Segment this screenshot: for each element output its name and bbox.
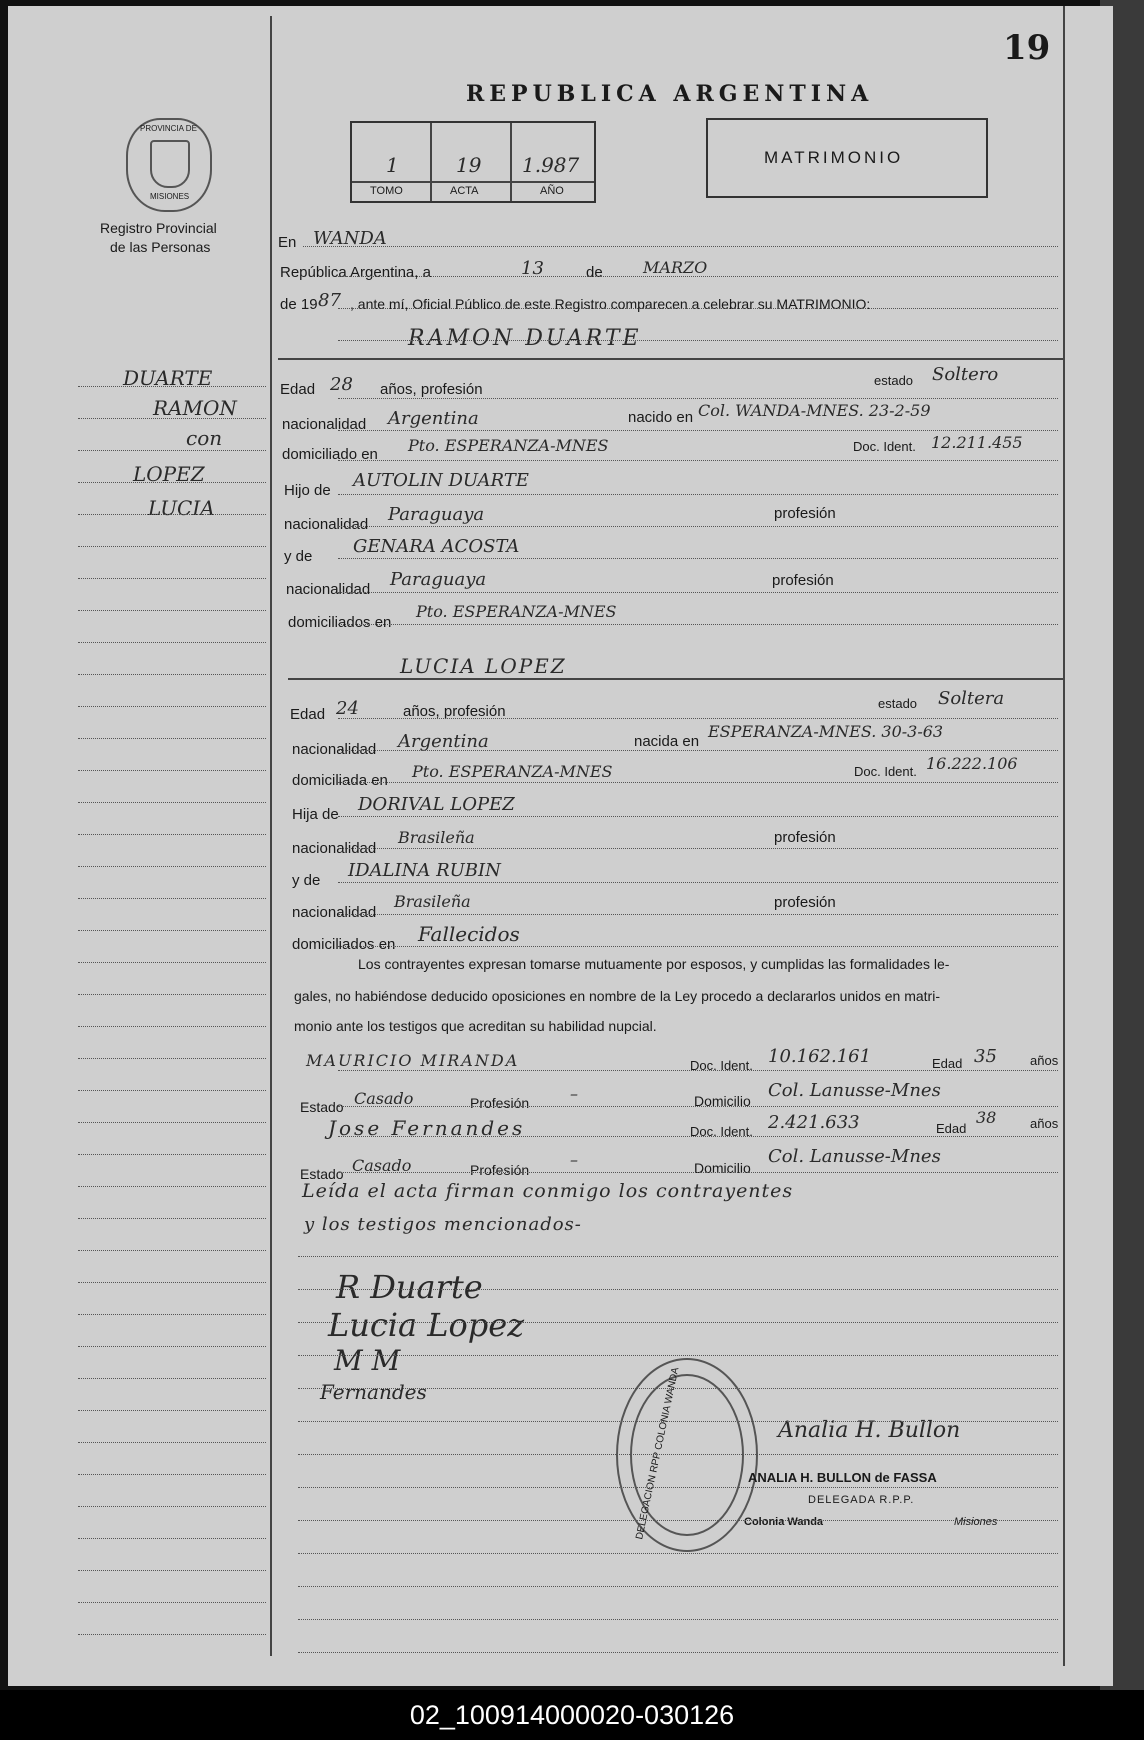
margin-rule <box>78 866 266 867</box>
page-number: 19 <box>1003 28 1051 68</box>
margin-rule <box>78 514 266 515</box>
witness2-doc: 2.421.633 <box>768 1112 860 1133</box>
margin-rule <box>78 386 266 387</box>
month: MARZO <box>643 258 708 277</box>
body-rule <box>298 1256 1058 1257</box>
country-title: REPUBLICA ARGENTINA <box>466 81 874 107</box>
en-label: En <box>278 234 297 251</box>
witness1-age: 35 <box>974 1046 997 1067</box>
closing-line-1: Leída el acta firman conmigo los contrayentes <box>302 1180 794 1202</box>
form-rule <box>338 750 1058 751</box>
form-rule <box>338 816 1058 817</box>
margin-rule <box>78 1538 266 1539</box>
margin-bride-surname: LOPEZ <box>133 462 205 486</box>
margin-rule <box>78 1346 266 1347</box>
form-rule <box>338 718 1058 719</box>
record-type-box <box>706 118 988 198</box>
bride-name: LUCIA LOPEZ <box>400 654 567 678</box>
tomo-value: 1 <box>386 153 399 177</box>
official-signature: Analia H. Bullon <box>778 1418 961 1443</box>
form-rule <box>338 276 1058 277</box>
groom-parents-address: Pto. ESPERANZA-MNES <box>416 602 617 621</box>
form-rule <box>338 398 1058 399</box>
bride-mother: IDALINA RUBIN <box>348 860 501 881</box>
groom-mother: GENARA ACOSTA <box>353 536 520 557</box>
margin-rule <box>78 642 266 643</box>
bride-doc: 16.222.106 <box>926 754 1018 773</box>
margin-rule <box>78 450 266 451</box>
body-rule <box>298 1289 1058 1290</box>
bride-father-nat: Brasileña <box>398 828 475 847</box>
bride-estado: Soltera <box>938 688 1005 709</box>
margin-rule <box>78 1282 266 1283</box>
bride-mother-nat: Brasileña <box>394 892 471 911</box>
margin-rule <box>78 1378 266 1379</box>
form-rule <box>338 558 1058 559</box>
margin-rule <box>78 994 266 995</box>
form-rule <box>338 624 1058 625</box>
margin-rule <box>78 1474 266 1475</box>
de-label: de <box>586 264 603 281</box>
acta-label: ACTA <box>450 185 479 197</box>
form-rule <box>338 1136 1058 1137</box>
tomo-label: TOMO <box>370 185 403 197</box>
margin-rule <box>78 738 266 739</box>
witness1-doc: 10.162.161 <box>768 1046 872 1067</box>
form-rule <box>338 882 1058 883</box>
margin-rule <box>78 482 266 483</box>
margin-rule <box>78 1186 266 1187</box>
margin-rule <box>78 770 266 771</box>
margin-rule <box>78 418 266 419</box>
margin-rule <box>78 1570 266 1571</box>
seal-text: DELEGACION RPP COLONIA WANDA <box>634 1366 682 1541</box>
form-rule <box>338 308 1058 309</box>
witness2-age: 38 <box>976 1108 997 1127</box>
closing-line-2: y los testigos mencionados- <box>304 1214 582 1235</box>
ano-label: AÑO <box>540 185 564 197</box>
year-prefix: de 19 <box>280 296 318 313</box>
form-rule <box>338 340 1058 341</box>
margin-rule <box>78 962 266 963</box>
groom-mother-nat: Paraguaya <box>390 569 487 590</box>
margin-rule <box>78 610 266 611</box>
register-page: 19 PROVINCIA DE MISIONES Registro Provincial de las Personas REPUBLICA ARGENTINA 1 19 1.987 TOMO ACTA AÑO MATRIMONIO DUARTE RAMON con LOPEZ LUCIA En WANDA República Argentina, a 13 de MARZO de 19 87 , ante mí, Oficial Público de este Registro comparecen a celebrar su MATRIMONIO: RAMON DUARTE Edad 28 años, profesión estado Soltero nacionalidad Argentina nacido en Col. WANDA-MNES. 23-2-59 domiciliado en Pto. ESPERANZA-MNES Doc. Ident. 12.211.455 Hijo de AUTOLIN DUARTE nacionalidad Paraguaya profesión y de GENARA ACOSTA nacionalidad Paraguaya profesión domiciliados en Pto. ESPERANZA-MNES LUCIA LOPEZ Edad 24 años, profesión estado Soltera nacionalidad Argentina nacida en ESPERANZA-MNES. 30-3-63 domiciliada en Pto. ESPERANZA-MNES Doc. Ident. 16.222.106 Hija de DORIVAL LOPEZ nacionalidad Brasileña profesión y de IDALINA RUBIN nacionalidad Brasileña profesión domiciliados en Fallecidos Los contrayentes expresan tomarse mutuamente por esposos, y cumplidas las formalidades le- gales, no habiéndose deducido oposiciones en nombre de la Ley procedo a declararlos unidos en matri- monio ante los testigos que acreditan su habilidad nupcial. MAURICIO MIRANDA Doc. Ident. 10.162.161 Edad 35 años Estado Casado Profesión – Domicilio Col. Lanusse-Mnes Jose Fernandes Doc. Ident. 2.421.633 Edad 38 años Estado Casado Profesión – Domicilio Col. Lanusse-Mnes Leída el acta firman conmigo los contrayentes y los testigos mencionados- R Duarte Lucia Lopez M M Fernandes DELEGACION RPP COLONIA WANDA Analia H. Bullon ANALIA H. BULLON de FASSA DELEGADA R.P.P. Colonia Wanda Misiones <box>8 6 1113 1686</box>
form-rule <box>338 526 1058 527</box>
form-rule <box>338 430 1058 431</box>
margin-rule <box>78 1634 266 1635</box>
margin-rule <box>78 1026 266 1027</box>
declaration-1: Los contrayentes expresan tomarse mutuamente por esposos, y cumplidas las formalidades le- <box>358 956 950 972</box>
bride-nationality: Argentina <box>398 731 489 752</box>
body-rule <box>298 1355 1058 1356</box>
bride-parents-address: Fallecidos <box>418 922 520 946</box>
groom-birthplace: Col. WANDA-MNES. 23-2-59 <box>698 401 931 420</box>
right-border <box>1063 6 1065 1666</box>
groom-father-nat: Paraguaya <box>388 504 485 525</box>
official-province: Misiones <box>954 1516 998 1528</box>
margin-rule <box>78 1314 266 1315</box>
witness2-estado: Casado <box>352 1156 412 1175</box>
registry-line-1: Registro Provincial <box>100 220 217 236</box>
misiones-emblem <box>126 118 212 212</box>
margin-divider <box>270 16 272 1656</box>
groom-doc: 12.211.455 <box>931 433 1023 452</box>
declaration-2: gales, no habiéndose deducido oposiciones en nombre de la Ley procedo a declararlos unidos en matri- <box>294 988 940 1004</box>
margin-rule <box>78 706 266 707</box>
signature-witness2: Fernandes <box>320 1380 427 1404</box>
margin-rule <box>78 1122 266 1123</box>
groom-age: 28 <box>330 374 353 395</box>
witness2-address: Col. Lanusse-Mnes <box>768 1146 941 1167</box>
margin-rule <box>78 1506 266 1507</box>
margin-rule <box>78 578 266 579</box>
margin-con: con <box>186 426 223 450</box>
signature-groom: R Duarte <box>336 1268 483 1306</box>
official-name: ANALIA H. BULLON de FASSA <box>748 1470 937 1485</box>
groom-nationality: Argentina <box>388 408 479 429</box>
witness1-estado: Casado <box>354 1089 414 1108</box>
bride-address: Pto. ESPERANZA-MNES <box>412 762 613 781</box>
form-rule <box>338 782 1058 783</box>
margin-rule <box>78 1442 266 1443</box>
ano-value: 1.987 <box>522 153 580 177</box>
form-rule <box>338 1172 1058 1173</box>
form-rule <box>338 592 1058 593</box>
signature-bride: Lucia Lopez <box>328 1306 525 1344</box>
margin-firstname: RAMON <box>153 396 237 420</box>
emblem-bottom-text: MISIONES <box>150 192 190 201</box>
intro-text: , ante mí, Oficial Público de este Registro comparecen a celebrar su MATRIMONIO: <box>350 296 871 312</box>
margin-rule <box>78 1602 266 1603</box>
republica-label: República Argentina, a <box>280 264 431 281</box>
margin-rule <box>78 1250 266 1251</box>
official-role: DELEGADA R.P.P. <box>808 1494 915 1506</box>
official-office: Colonia Wanda <box>744 1516 824 1528</box>
body-rule <box>298 1520 1058 1521</box>
witness1-address: Col. Lanusse-Mnes <box>768 1080 941 1101</box>
margin-rule <box>78 674 266 675</box>
margin-surname: DUARTE <box>123 366 213 390</box>
margin-rule <box>78 546 266 547</box>
body-rule <box>298 1487 1058 1488</box>
record-type: MATRIMONIO <box>764 148 904 167</box>
groom-address: Pto. ESPERANZA-MNES <box>408 436 609 455</box>
margin-bride-firstname: LUCIA <box>148 496 215 520</box>
body-rule <box>298 1322 1058 1323</box>
body-rule <box>298 1586 1058 1587</box>
signature-witness1: M M <box>334 1344 401 1377</box>
margin-rule <box>78 1058 266 1059</box>
margin-rule <box>78 1154 266 1155</box>
bride-birthplace: ESPERANZA-MNES. 30-3-63 <box>708 722 944 741</box>
body-rule <box>298 1619 1058 1620</box>
acta-value: 19 <box>456 153 482 177</box>
body-rule <box>298 1454 1058 1455</box>
form-rule <box>338 494 1058 495</box>
form-rule <box>338 946 1058 947</box>
witness2-name: Jose Fernandes <box>328 1116 526 1140</box>
groom-father: AUTOLIN DUARTE <box>353 470 529 491</box>
scan-footer: 02_100914000020-030126 <box>0 1690 1144 1740</box>
place: WANDA <box>313 228 387 249</box>
groom-name: RAMON DUARTE <box>408 326 642 351</box>
margin-rule <box>78 1218 266 1219</box>
bride-father: DORIVAL LOPEZ <box>358 794 515 815</box>
form-rule <box>338 848 1058 849</box>
witness1-name: MAURICIO MIRANDA <box>306 1051 520 1070</box>
margin-rule <box>78 930 266 931</box>
body-rule <box>298 1652 1058 1653</box>
form-rule <box>338 914 1058 915</box>
groom-estado: Soltero <box>932 364 999 385</box>
emblem-top-text: PROVINCIA DE <box>140 124 197 133</box>
registry-line-2: de las Personas <box>110 239 211 255</box>
body-rule <box>298 1388 1058 1389</box>
margin-rule <box>78 802 266 803</box>
body-rule <box>298 1421 1058 1422</box>
margin-rule <box>78 834 266 835</box>
body-rule <box>298 1553 1058 1554</box>
bride-age: 24 <box>336 698 359 719</box>
volume-box <box>350 121 596 203</box>
form-rule <box>338 1070 1058 1071</box>
form-rule <box>338 460 1058 461</box>
form-rule <box>338 1106 1058 1107</box>
year-suffix: 87 <box>318 290 341 311</box>
margin-rule <box>78 898 266 899</box>
declaration-3: monio ante los testigos que acreditan su habilidad nupcial. <box>294 1018 657 1034</box>
margin-rule <box>78 1410 266 1411</box>
margin-rule <box>78 1090 266 1091</box>
day: 13 <box>521 258 544 279</box>
emblem-shield <box>150 140 190 188</box>
